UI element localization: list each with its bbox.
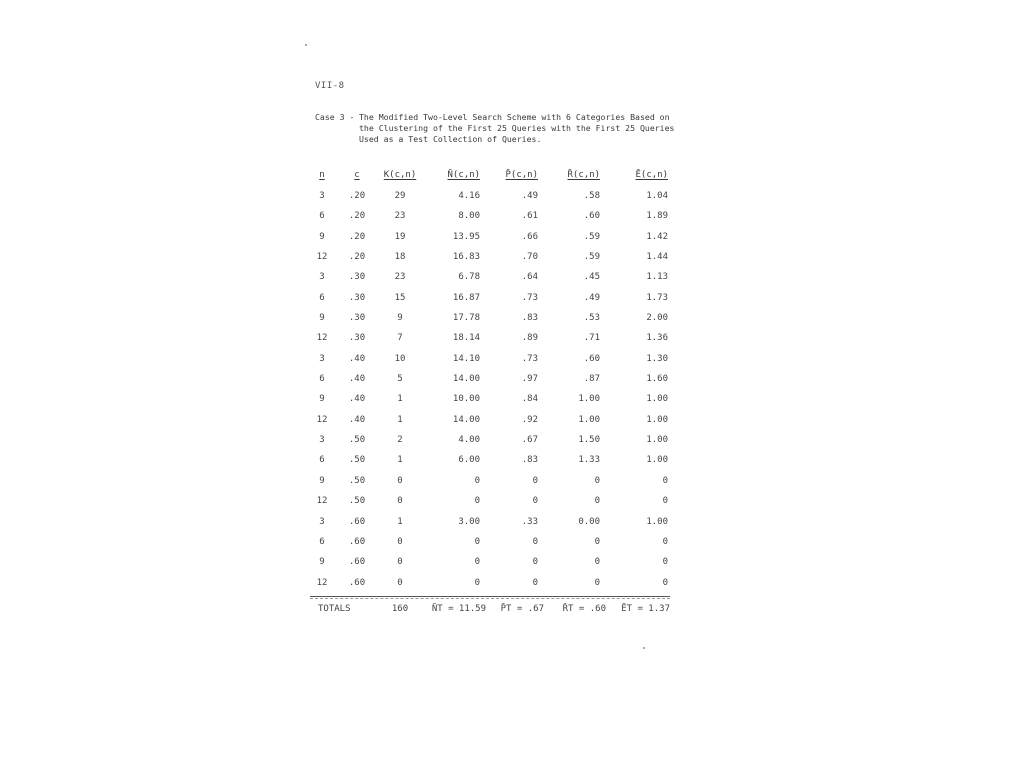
cell-r-bar: .60 bbox=[583, 211, 600, 222]
cell-k: 23 bbox=[394, 272, 406, 283]
caption-line: the Clustering of the First 25 Queries with the First 25 Queries bbox=[359, 123, 675, 133]
cell-c: .50 bbox=[348, 455, 366, 466]
cell-r-bar: .87 bbox=[583, 374, 600, 385]
cell-k: 0 bbox=[397, 557, 403, 568]
table-row bbox=[310, 232, 672, 252]
cell-r-bar: .58 bbox=[583, 191, 600, 201]
cell-r-bar: 0 bbox=[594, 496, 600, 507]
totals-k: 160 bbox=[391, 604, 409, 614]
table-row bbox=[310, 578, 672, 598]
table-row bbox=[310, 476, 672, 496]
cell-k: 1 bbox=[397, 414, 403, 425]
cell-e-bar: 1.73 bbox=[646, 292, 668, 303]
cell-c: .40 bbox=[348, 414, 366, 425]
cell-r-bar: .53 bbox=[583, 313, 600, 324]
cell-k: 1 bbox=[397, 516, 403, 527]
cell-r-bar: .45 bbox=[583, 272, 600, 283]
cell-p-bar: .97 bbox=[521, 374, 538, 385]
cell-c: .20 bbox=[348, 191, 366, 201]
cell-k: 0 bbox=[397, 496, 403, 507]
cell-e-bar: 0 bbox=[662, 496, 668, 507]
cell-p-bar: .70 bbox=[521, 252, 538, 263]
cell-c: .20 bbox=[348, 211, 366, 222]
cell-p-bar: .84 bbox=[521, 394, 538, 405]
cell-r-bar: 0.00 bbox=[578, 516, 600, 527]
cell-n-bar: 14.00 bbox=[452, 414, 480, 425]
caption-line: Used as a Test Collection of Queries. bbox=[359, 134, 542, 144]
cell-r-bar: 0 bbox=[594, 475, 600, 486]
cell-k: 23 bbox=[394, 211, 406, 222]
page-number: VII-8 bbox=[315, 81, 345, 91]
cell-n-bar: 0 bbox=[474, 557, 480, 568]
cell-n: 6 bbox=[319, 536, 325, 547]
cell-n-bar: 0 bbox=[474, 577, 480, 588]
table-caption bbox=[315, 112, 675, 145]
cell-k: 0 bbox=[397, 577, 403, 588]
cell-n: 6 bbox=[319, 211, 325, 222]
cell-e-bar: 0 bbox=[662, 536, 668, 547]
cell-n-bar: 10.00 bbox=[452, 394, 480, 405]
cell-k: 5 bbox=[397, 374, 403, 385]
caption-line: The Modified Two-Level Search Scheme with 6 Categories Based on bbox=[359, 112, 670, 122]
cell-p-bar: .83 bbox=[521, 313, 538, 324]
cell-r-bar: 1.50 bbox=[578, 435, 600, 446]
totals-divider-secondary bbox=[310, 598, 670, 599]
cell-e-bar: 1.89 bbox=[646, 211, 668, 222]
cell-e-bar: 1.44 bbox=[646, 252, 668, 263]
table-row bbox=[310, 496, 672, 516]
cell-k: 9 bbox=[397, 313, 403, 324]
column-header-e-bar: Ē(c,n) bbox=[635, 170, 668, 180]
cell-n-bar: 16.87 bbox=[452, 292, 480, 303]
cell-p-bar: .73 bbox=[521, 353, 538, 364]
table-row bbox=[310, 313, 672, 333]
cell-c: .20 bbox=[348, 231, 366, 242]
cell-n: 9 bbox=[319, 394, 325, 405]
column-header-r-bar: R̄(c,n) bbox=[567, 170, 600, 180]
cell-c: .30 bbox=[348, 292, 366, 303]
cell-c: .30 bbox=[348, 272, 366, 283]
cell-p-bar: 0 bbox=[532, 557, 538, 568]
cell-n: 12 bbox=[316, 414, 328, 425]
cell-p-bar: .83 bbox=[521, 455, 538, 466]
cell-p-bar: 0 bbox=[532, 496, 538, 507]
cell-k: 2 bbox=[397, 435, 403, 446]
cell-p-bar: .61 bbox=[521, 211, 538, 222]
cell-c: .50 bbox=[348, 475, 366, 486]
cell-n-bar: 3.00 bbox=[458, 516, 480, 527]
cell-n: 3 bbox=[319, 516, 325, 527]
cell-p-bar: .64 bbox=[521, 272, 538, 283]
table-row bbox=[310, 272, 672, 292]
cell-r-bar: .59 bbox=[583, 252, 600, 263]
cell-c: .30 bbox=[348, 333, 366, 344]
cell-p-bar: .89 bbox=[521, 333, 538, 344]
cell-n-bar: 14.00 bbox=[452, 374, 480, 385]
cell-e-bar: 1.30 bbox=[646, 353, 668, 364]
cell-c: .60 bbox=[348, 536, 366, 547]
cell-n-bar: 0 bbox=[474, 536, 480, 547]
column-header-k: K(c,n) bbox=[383, 170, 417, 180]
table-row bbox=[310, 252, 672, 272]
column-header-n-bar: N̄(c,n) bbox=[447, 170, 480, 180]
cell-n-bar: 0 bbox=[474, 475, 480, 486]
cell-r-bar: 1.00 bbox=[578, 394, 600, 405]
cell-e-bar: 1.00 bbox=[646, 394, 668, 405]
cell-r-bar: 0 bbox=[594, 536, 600, 547]
table-row bbox=[310, 354, 672, 374]
cell-p-bar: 0 bbox=[532, 577, 538, 588]
table-row bbox=[310, 517, 672, 537]
table-body bbox=[310, 191, 672, 598]
table-row bbox=[310, 415, 672, 435]
caption-prefix: Case 3 - bbox=[315, 112, 355, 122]
cell-k: 29 bbox=[394, 191, 406, 201]
table-row bbox=[310, 537, 672, 557]
scan-speck bbox=[643, 647, 645, 649]
cell-n: 12 bbox=[316, 496, 328, 507]
cell-c: .30 bbox=[348, 313, 366, 324]
scan-speck bbox=[305, 44, 307, 46]
cell-n: 9 bbox=[319, 313, 325, 324]
cell-e-bar: 1.00 bbox=[646, 435, 668, 446]
cell-e-bar: 1.00 bbox=[646, 414, 668, 425]
cell-n: 3 bbox=[319, 191, 325, 201]
cell-p-bar: .66 bbox=[521, 231, 538, 242]
table-row bbox=[310, 435, 672, 455]
cell-n-bar: 8.00 bbox=[458, 211, 480, 222]
cell-p-bar: .67 bbox=[521, 435, 538, 446]
cell-k: 0 bbox=[397, 475, 403, 486]
cell-n: 9 bbox=[319, 475, 325, 486]
cell-n: 12 bbox=[316, 577, 328, 588]
table-row bbox=[310, 191, 672, 211]
table-row bbox=[310, 557, 672, 577]
cell-e-bar: 1.04 bbox=[646, 191, 668, 201]
cell-n: 3 bbox=[319, 435, 325, 446]
cell-n: 6 bbox=[319, 374, 325, 385]
cell-n-bar: 6.00 bbox=[458, 455, 480, 466]
cell-c: .60 bbox=[348, 557, 366, 568]
cell-n-bar: 4.16 bbox=[458, 191, 480, 201]
cell-r-bar: 0 bbox=[594, 557, 600, 568]
cell-n-bar: 6.78 bbox=[458, 272, 480, 283]
totals-label: TOTALS bbox=[318, 604, 351, 614]
results-table bbox=[310, 170, 672, 598]
cell-n: 6 bbox=[319, 292, 325, 303]
totals-r-mean: R̄T = .60 bbox=[562, 604, 606, 614]
cell-n: 6 bbox=[319, 455, 325, 466]
column-header-n: n bbox=[319, 170, 325, 180]
totals-e-mean: ĒT = 1.37 bbox=[621, 604, 670, 614]
cell-e-bar: 0 bbox=[662, 475, 668, 486]
cell-n: 3 bbox=[319, 272, 325, 283]
cell-k: 10 bbox=[394, 353, 406, 364]
cell-r-bar: 1.00 bbox=[578, 414, 600, 425]
cell-c: .40 bbox=[348, 374, 366, 385]
cell-e-bar: 1.00 bbox=[646, 516, 668, 527]
column-header-c: c bbox=[354, 170, 360, 180]
cell-c: .60 bbox=[348, 577, 366, 588]
totals-divider bbox=[310, 596, 670, 597]
cell-n-bar: 0 bbox=[474, 496, 480, 507]
cell-k: 0 bbox=[397, 536, 403, 547]
cell-n: 12 bbox=[316, 333, 328, 344]
table-row bbox=[310, 333, 672, 353]
cell-p-bar: 0 bbox=[532, 475, 538, 486]
cell-n: 12 bbox=[316, 252, 328, 263]
cell-e-bar: 1.60 bbox=[646, 374, 668, 385]
cell-k: 15 bbox=[394, 292, 406, 303]
column-header-p-bar: P̄(c,n) bbox=[505, 170, 538, 180]
cell-p-bar: 0 bbox=[532, 536, 538, 547]
cell-e-bar: 1.13 bbox=[646, 272, 668, 283]
cell-c: .40 bbox=[348, 353, 366, 364]
cell-c: .60 bbox=[348, 516, 366, 527]
cell-r-bar: 0 bbox=[594, 577, 600, 588]
cell-p-bar: .92 bbox=[521, 414, 538, 425]
cell-r-bar: .71 bbox=[583, 333, 600, 344]
cell-k: 18 bbox=[394, 252, 406, 263]
cell-k: 19 bbox=[394, 231, 406, 242]
cell-r-bar: .60 bbox=[583, 353, 600, 364]
cell-e-bar: 0 bbox=[662, 557, 668, 568]
cell-e-bar: 1.42 bbox=[646, 231, 668, 242]
cell-e-bar: 0 bbox=[662, 577, 668, 588]
totals-row bbox=[310, 604, 672, 620]
table-row bbox=[310, 394, 672, 414]
cell-n-bar: 14.10 bbox=[452, 353, 480, 364]
cell-n: 9 bbox=[319, 557, 325, 568]
table-row bbox=[310, 455, 672, 475]
cell-n-bar: 17.78 bbox=[452, 313, 480, 324]
cell-e-bar: 2.00 bbox=[646, 313, 668, 324]
cell-p-bar: .73 bbox=[521, 292, 538, 303]
cell-p-bar: .49 bbox=[521, 191, 538, 201]
totals-p-mean: P̄T = .67 bbox=[500, 604, 544, 614]
cell-c: .20 bbox=[348, 252, 366, 263]
cell-n-bar: 18.14 bbox=[452, 333, 480, 344]
cell-c: .40 bbox=[348, 394, 366, 405]
cell-p-bar: .33 bbox=[521, 516, 538, 527]
cell-n: 9 bbox=[319, 231, 325, 242]
cell-n: 3 bbox=[319, 353, 325, 364]
table-header-row bbox=[310, 170, 672, 188]
cell-n-bar: 16.83 bbox=[452, 252, 480, 263]
cell-k: 1 bbox=[397, 394, 403, 405]
cell-k: 1 bbox=[397, 455, 403, 466]
cell-e-bar: 1.00 bbox=[646, 455, 668, 466]
cell-c: .50 bbox=[348, 496, 366, 507]
cell-k: 7 bbox=[397, 333, 403, 344]
table-row bbox=[310, 211, 672, 231]
cell-r-bar: .59 bbox=[583, 231, 600, 242]
table-row bbox=[310, 374, 672, 394]
cell-c: .50 bbox=[348, 435, 366, 446]
table-row bbox=[310, 293, 672, 313]
cell-r-bar: .49 bbox=[583, 292, 600, 303]
cell-n-bar: 13.95 bbox=[452, 231, 480, 242]
totals-n-mean: N̄T = 11.59 bbox=[431, 604, 486, 614]
cell-n-bar: 4.00 bbox=[458, 435, 480, 446]
cell-e-bar: 1.36 bbox=[646, 333, 668, 344]
cell-r-bar: 1.33 bbox=[578, 455, 600, 466]
